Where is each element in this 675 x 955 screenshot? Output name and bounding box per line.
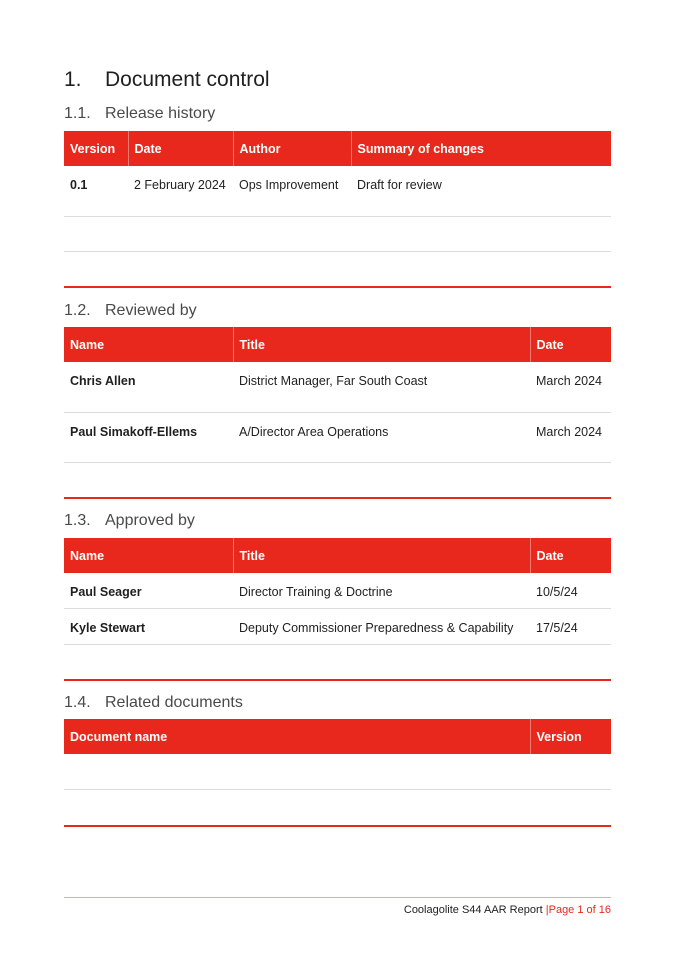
footer-separator: | (545, 904, 549, 916)
table-cell: March 2024 (530, 362, 611, 412)
release-history-table (64, 131, 611, 252)
table-cell: 17/5/24 (530, 609, 611, 645)
subsection-number: 1.2. (64, 302, 91, 319)
table-cell: Deputy Commissioner Preparedness & Capability (233, 609, 530, 645)
section-heading (64, 68, 270, 92)
reviewed-by-table (64, 327, 611, 463)
subsection-title: Release history (105, 105, 216, 122)
column-header: Author (233, 131, 351, 166)
column-header: Title (233, 327, 530, 362)
table-header-row (64, 719, 611, 754)
subsection-title: Reviewed by (105, 302, 197, 319)
table-cell: Kyle Stewart (64, 609, 233, 645)
subsection-title: Approved by (105, 512, 195, 529)
footer-rule (64, 897, 611, 898)
table-cell: 10/5/24 (530, 573, 611, 609)
page-number: Page 1 of 16 (548, 904, 611, 916)
table-end-rule (64, 286, 611, 288)
table-row (64, 609, 611, 645)
table-cell: Paul Simakoff-Ellems (64, 412, 233, 462)
subsection-number: 1.1. (64, 105, 91, 122)
table-cell: 0.1 (64, 166, 128, 216)
column-header: Date (128, 131, 233, 166)
table-row (64, 166, 611, 216)
table-end-rule (64, 825, 611, 827)
table-cell: District Manager, Far South Coast (233, 362, 530, 412)
approved-by-heading (64, 512, 195, 530)
table-cell: Paul Seager (64, 573, 233, 609)
column-header: Version (64, 131, 128, 166)
column-header: Title (233, 538, 530, 573)
table-cell: Draft for review (351, 166, 611, 216)
report-name: Coolagolite S44 AAR Report (403, 904, 543, 916)
column-header: Name (64, 327, 233, 362)
table-cell: Director Training & Doctrine (233, 573, 530, 609)
section-number: 1. (64, 68, 82, 91)
subsection-number: 1.4. (64, 694, 91, 711)
table-cell: Chris Allen (64, 362, 233, 412)
table-end-rule (64, 679, 611, 681)
table-end-rule (64, 497, 611, 499)
subsection-title: Related documents (105, 694, 243, 711)
section-title: Document control (105, 68, 270, 91)
subsection-number: 1.3. (64, 512, 91, 529)
table-cell: March 2024 (530, 412, 611, 462)
related-documents-table (64, 719, 611, 790)
column-header: Version (530, 719, 611, 754)
table-row (64, 754, 611, 789)
release-history-heading (64, 105, 215, 123)
table-cell: A/Director Area Operations (233, 412, 530, 462)
column-header: Summary of changes (351, 131, 611, 166)
table-row (64, 362, 611, 412)
column-header: Date (530, 327, 611, 362)
column-header: Date (530, 538, 611, 573)
table-cell: 2 February 2024 (128, 166, 233, 216)
table-header-row (64, 327, 611, 362)
table-header-row (64, 538, 611, 573)
approved-by-table (64, 538, 611, 645)
reviewed-by-heading (64, 302, 197, 320)
table-row (64, 573, 611, 609)
column-header: Document name (64, 719, 530, 754)
page-footer (404, 904, 611, 916)
table-header-row (64, 131, 611, 166)
table-cell: Ops Improvement (233, 166, 351, 216)
related-documents-heading (64, 694, 243, 712)
column-header: Name (64, 538, 233, 573)
table-row (64, 412, 611, 462)
table-row (64, 216, 611, 251)
